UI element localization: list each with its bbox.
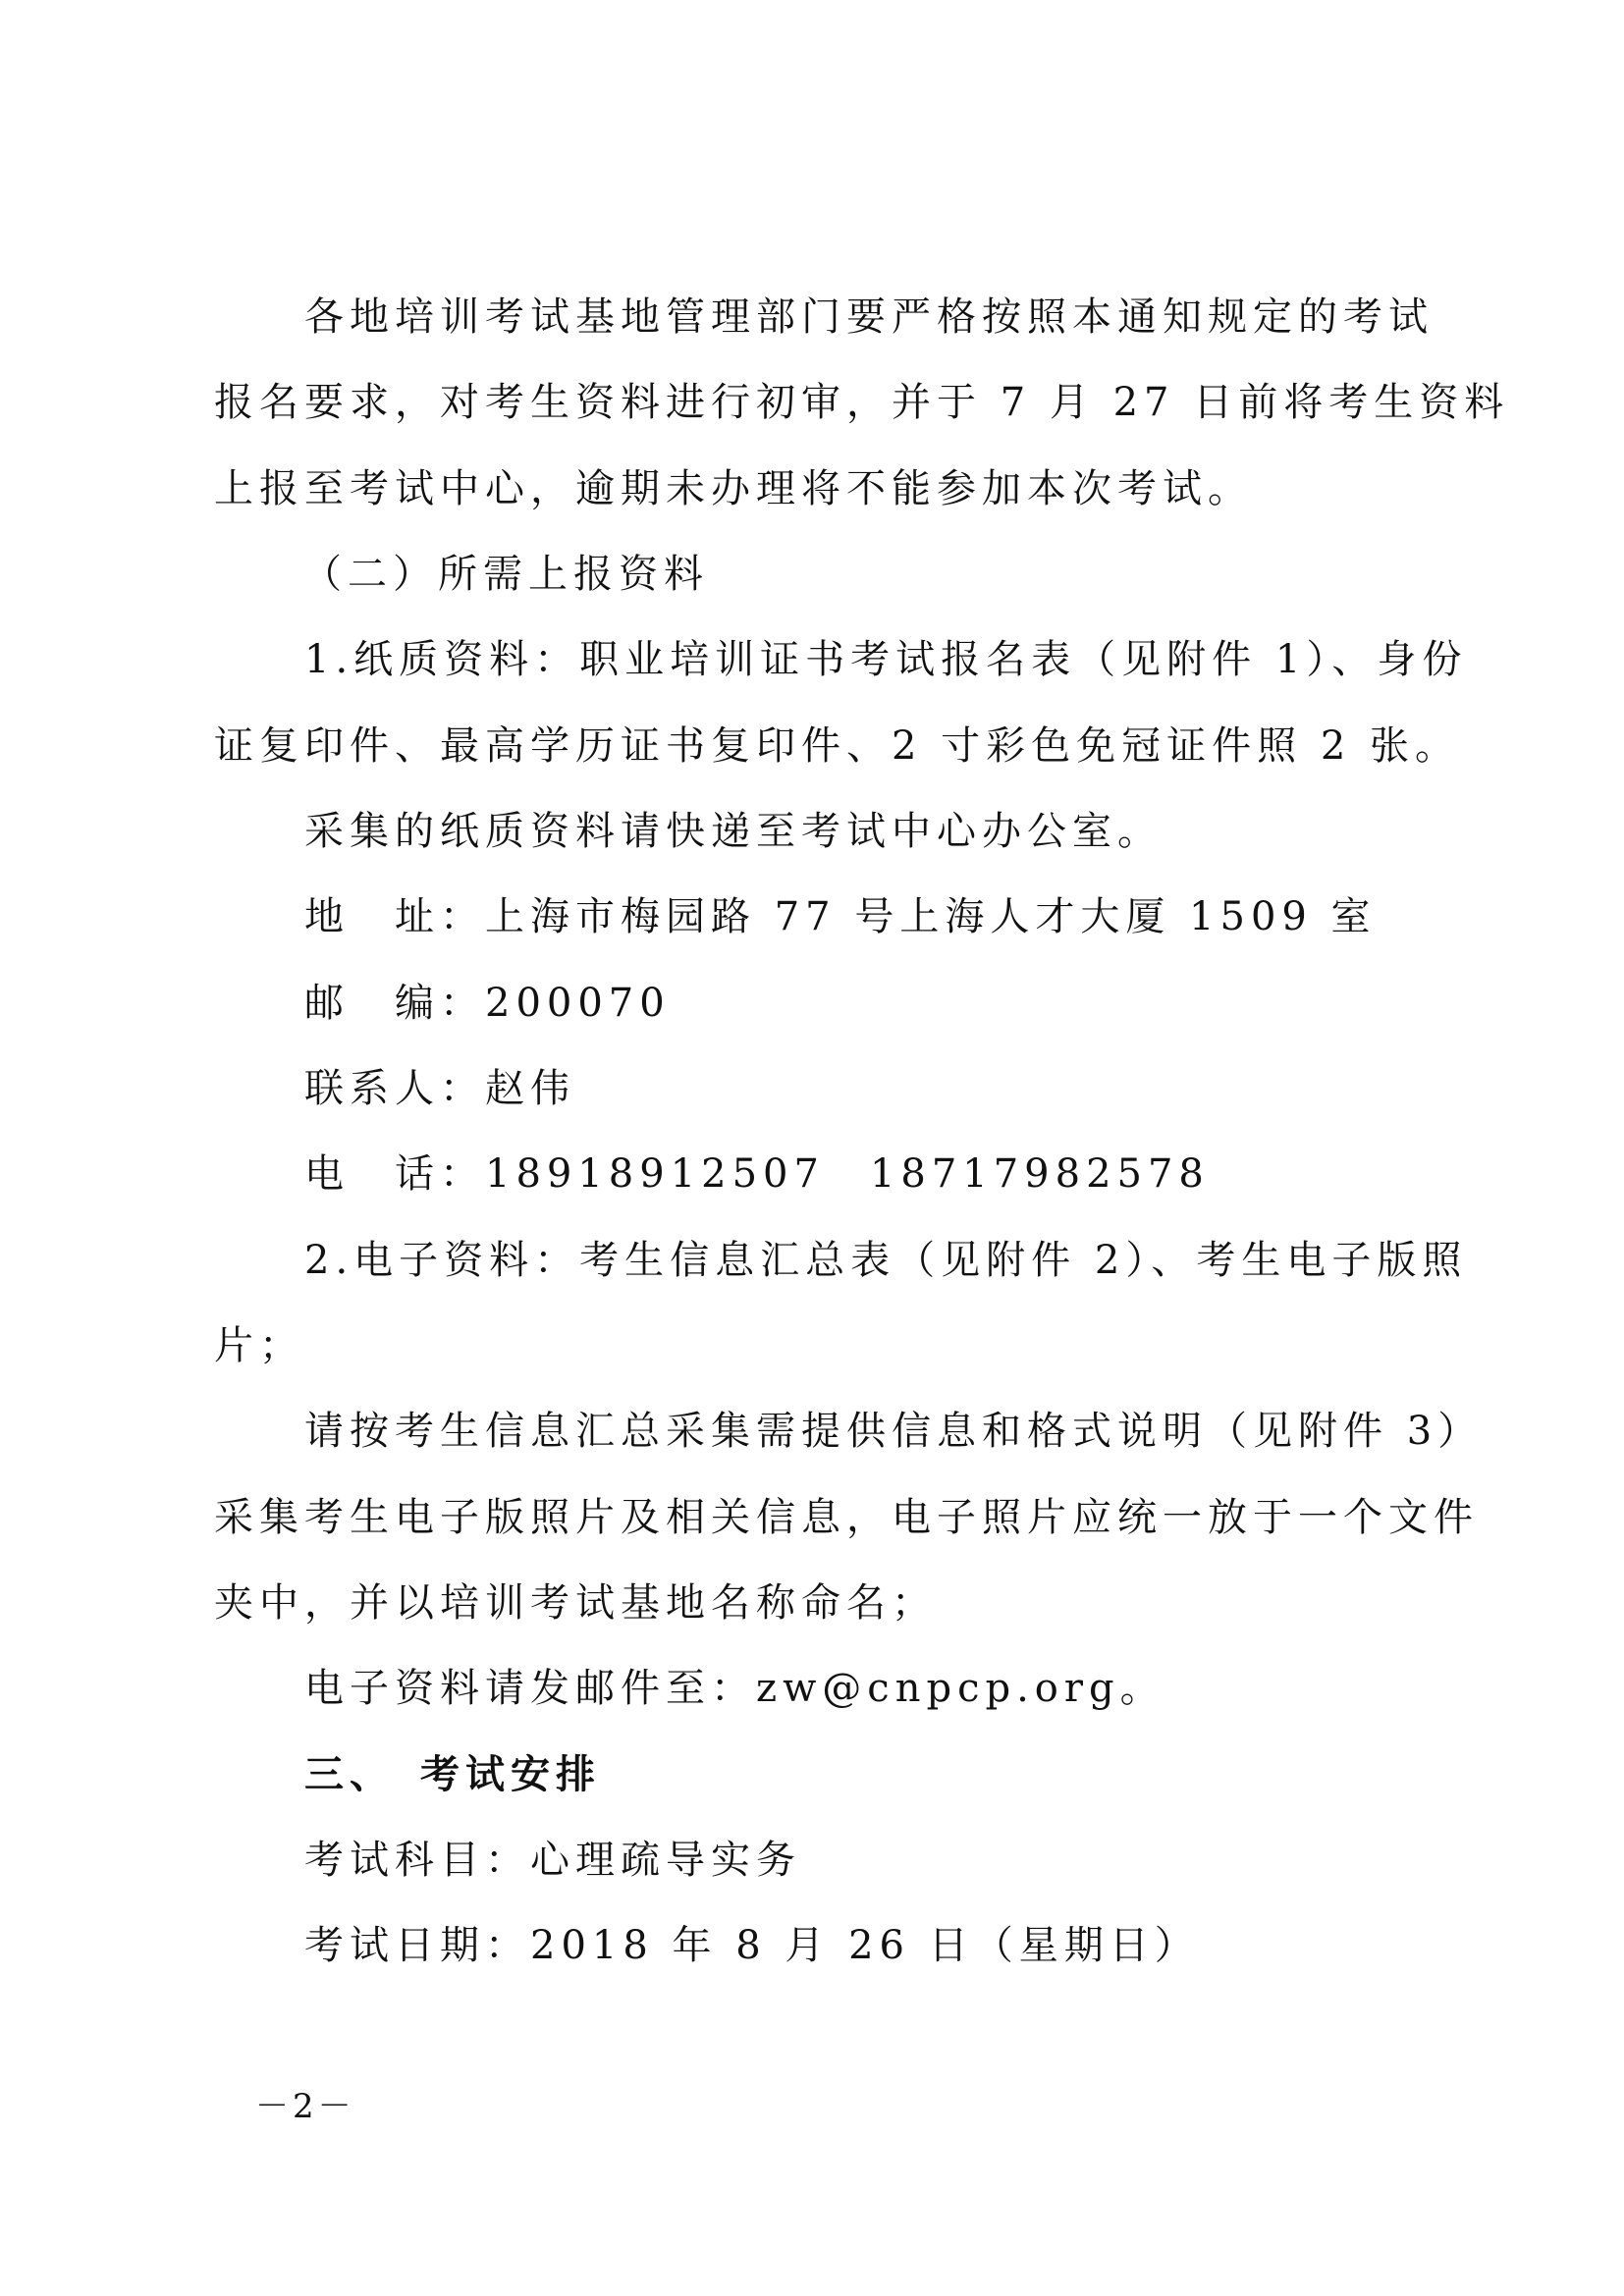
paragraph-line: 报名要求，对考生资料进行初审，并于 7 月 27 日前将考生资料: [214, 380, 1510, 425]
section-heading: 三、 考试安排: [304, 1751, 601, 1797]
paragraph-line: 1.纸质资料：职业培训证书考试报名表（见附件 1）、身份: [304, 637, 1468, 682]
exam-subject-line: 考试科目：心理疏导实务: [304, 1838, 801, 1883]
address-line: 地 址：上海市梅园路 77 号上海人才大厦 1509 室: [304, 894, 1377, 939]
paragraph-line: 上报至考试中心，逾期未办理将不能参加本次考试。: [214, 466, 1253, 511]
paragraph-line: 证复印件、最高学历证书复印件、2 寸彩色免冠证件照 2 张。: [214, 723, 1461, 769]
paragraph-line: 采集的纸质资料请快递至考试中心办公室。: [304, 809, 1163, 854]
paragraph-line: 请按考生信息汇总采集需提供信息和格式说明（见附件 3）: [304, 1409, 1484, 1454]
page-number: －2－: [255, 2087, 355, 2126]
contact-line: 联系人：赵伟: [304, 1066, 575, 1111]
exam-date-line: 考试日期：2018 年 8 月 26 日（星期日）: [304, 1923, 1200, 1968]
paragraph-line: 夹中，并以培训考试基地名称命名；: [214, 1580, 937, 1626]
paragraph-line: 采集考生电子版照片及相关信息，电子照片应统一放于一个文件: [214, 1495, 1479, 1540]
paragraph-line: 各地培训考试基地管理部门要严格按照本通知规定的考试: [304, 294, 1434, 340]
postcode-line: 邮 编：200070: [304, 981, 671, 1026]
section-subheading: （二）所需上报资料: [302, 552, 709, 597]
paragraph-line: 片；: [214, 1323, 304, 1368]
email-line: 电子资料请发邮件至：zw@cnpcp.org。: [304, 1666, 1165, 1711]
paragraph-line: 2.电子资料：考生信息汇总表（见附件 2）、考生电子版照: [304, 1238, 1468, 1283]
phone-line: 电 话：18918912507 18717982578: [304, 1151, 1210, 1197]
